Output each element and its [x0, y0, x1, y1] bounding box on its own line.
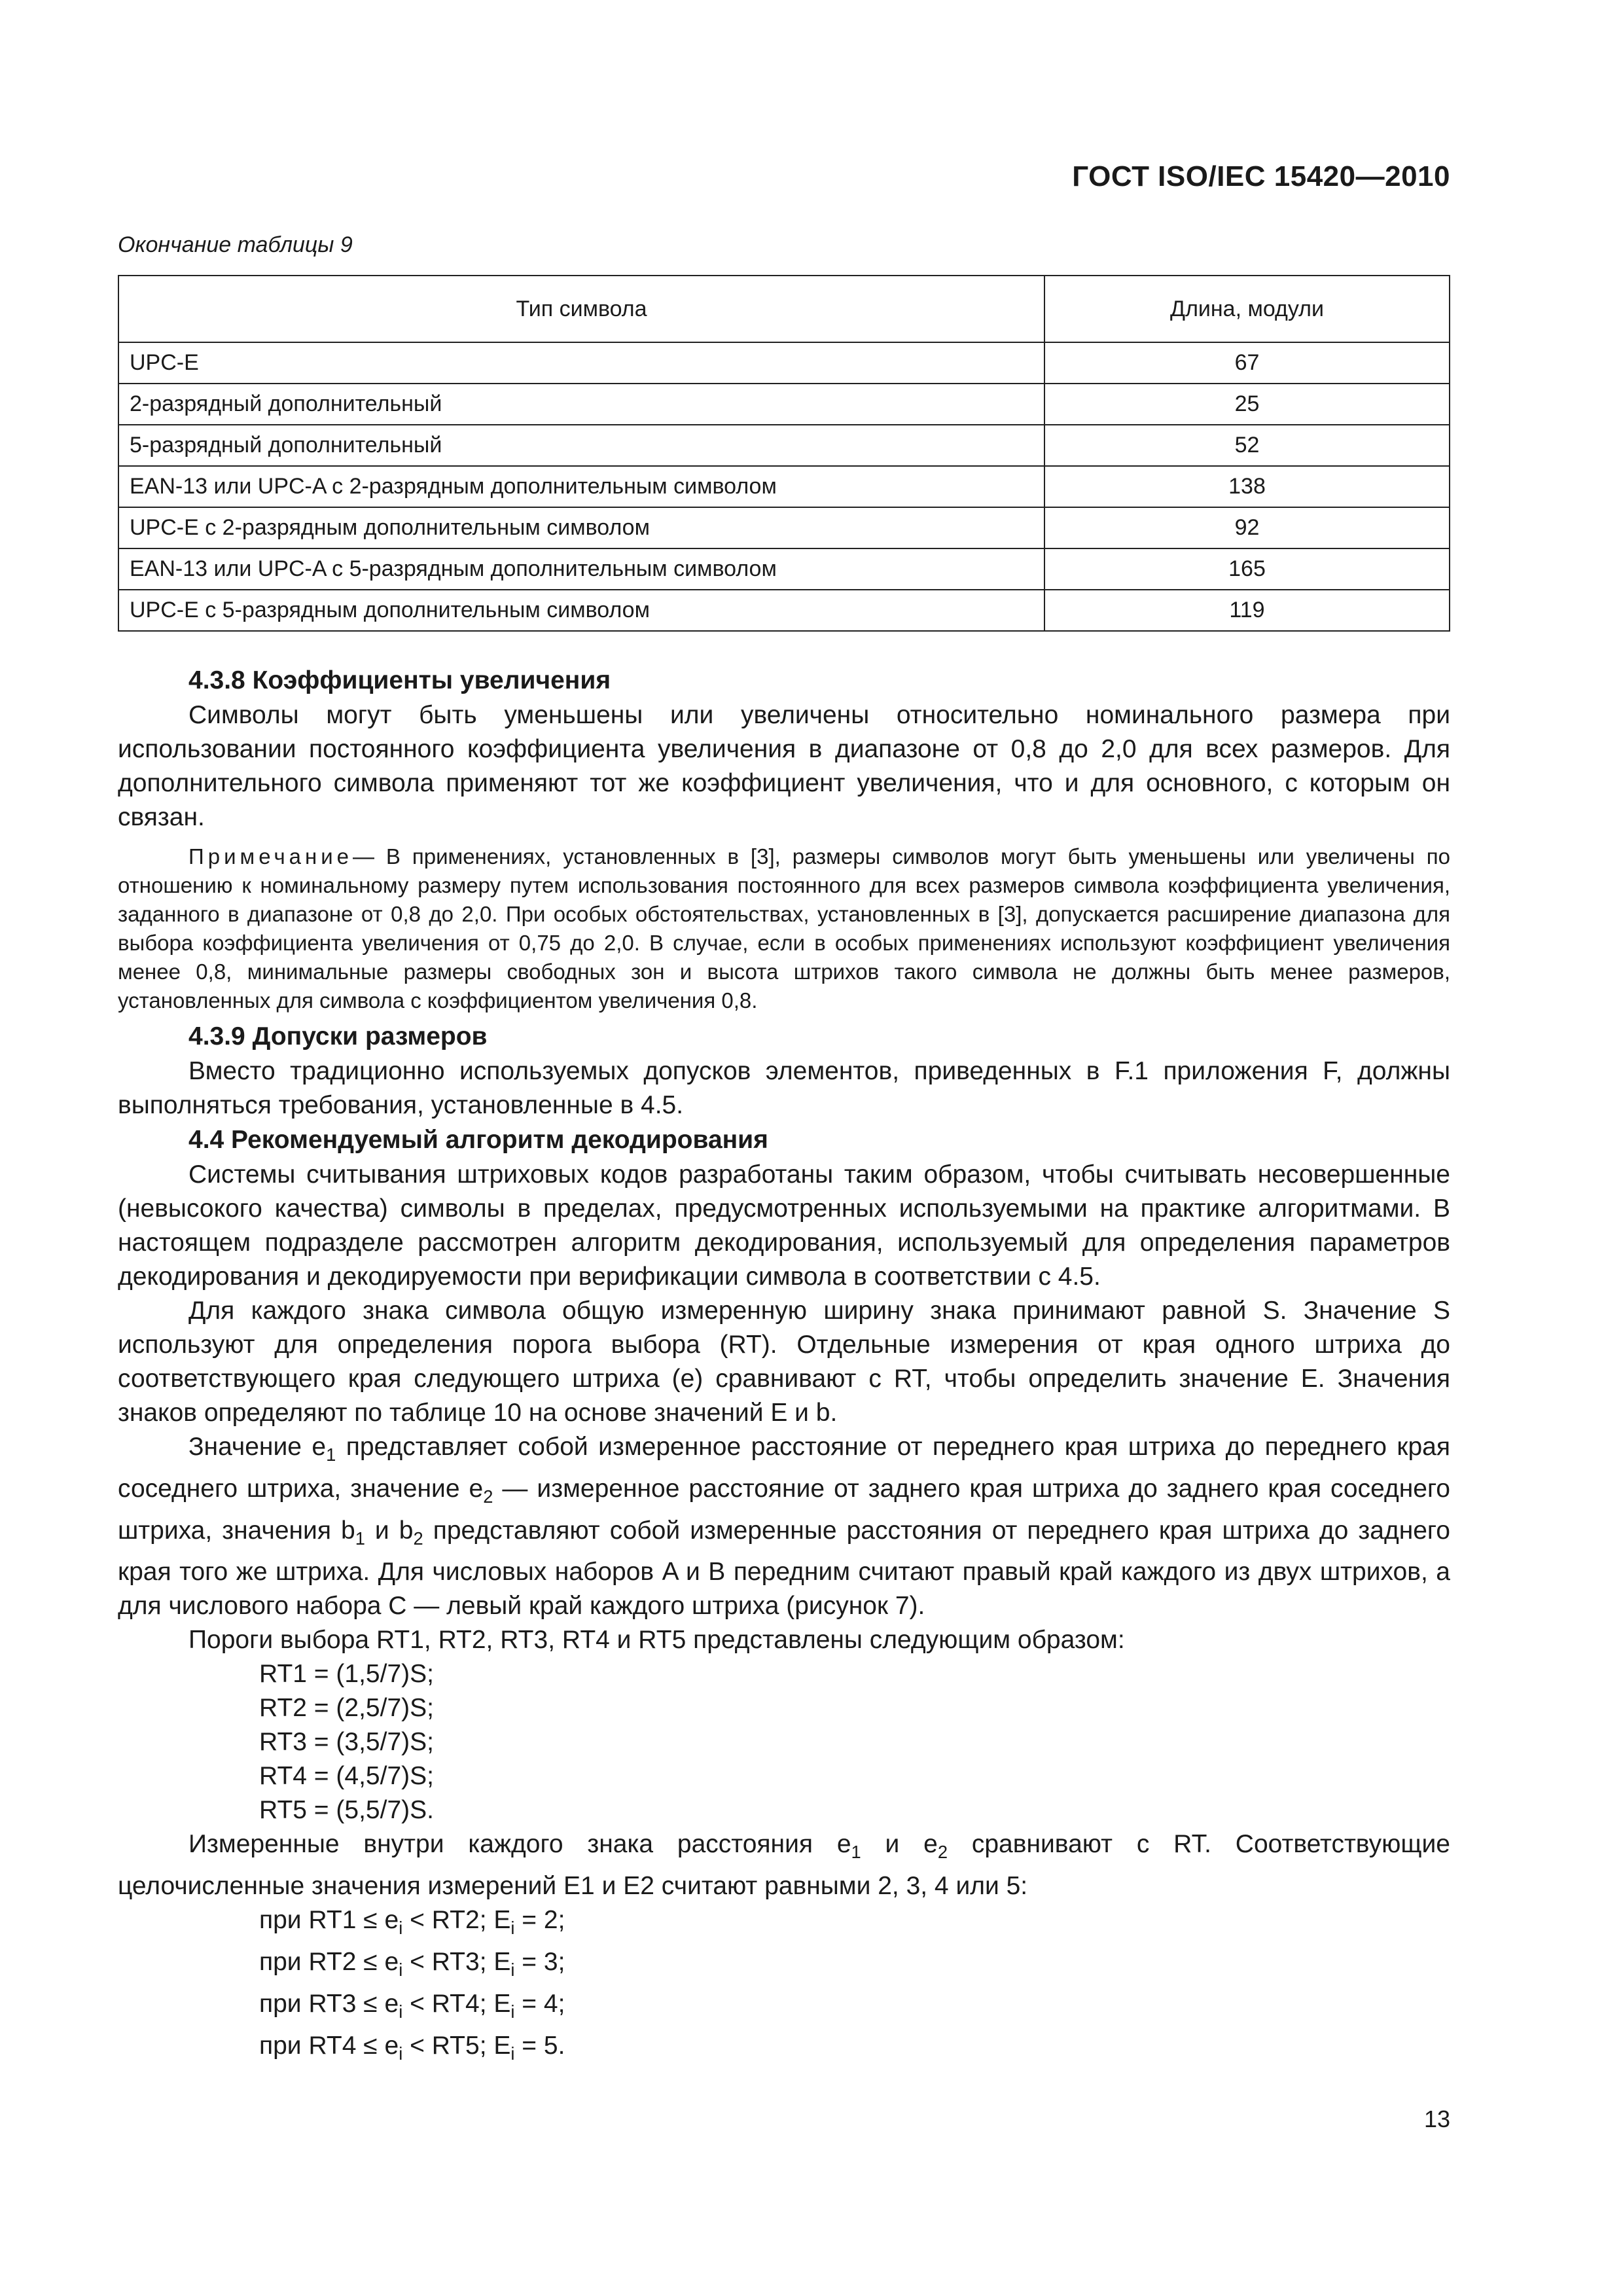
- table-row: [118, 507, 1450, 548]
- subscript: 1: [326, 1444, 336, 1465]
- text-run: 2: [543, 1906, 558, 1935]
- table-header-row: [118, 276, 1450, 342]
- condition-formulas: [118, 1903, 1450, 2070]
- table-row: [118, 466, 1450, 507]
- text-run: =: [514, 2031, 544, 2060]
- text-run: RT3: [431, 1947, 480, 1976]
- subscript: i: [510, 2043, 515, 2064]
- subscript: i: [399, 2043, 403, 2064]
- text-run: ; E: [479, 1947, 511, 1976]
- threshold-formulas: [118, 1657, 1450, 1827]
- paragraph: Вместо традиционно используемых допусков элементов, приведенных в F.1 приложения F, должны выполняться требования, установленные в 4.5.: [118, 1057, 1450, 1119]
- note-label: Примечание: [188, 844, 353, 869]
- subscript: i: [399, 1959, 403, 1980]
- text-run: ; E: [479, 2031, 511, 2060]
- cell-symbol-type: EAN-13 или UPC-A с 5-разрядным дополнительным символом: [118, 548, 1044, 590]
- text-run: RT4: [308, 2031, 357, 2060]
- cell-length: 67: [1044, 342, 1450, 384]
- cell-symbol-type: UPC-E с 5-разрядным дополнительным символом: [118, 590, 1044, 631]
- cell-symbol-type: 2-разрядный дополнительный: [118, 384, 1044, 425]
- text-run: RT4: [431, 1989, 480, 2018]
- text-run: 5: [543, 2031, 558, 2060]
- table-row: [118, 425, 1450, 466]
- subscript: i: [510, 2001, 515, 2022]
- text-run: Значение e: [188, 1433, 327, 1461]
- formula-line: RT4 = (4,5/7)S;: [259, 1762, 434, 1791]
- table-row: [118, 384, 1450, 425]
- section-heading-4-3-9: 4.3.9 Допуски размеров: [188, 1022, 488, 1050]
- cell-symbol-type: UPC-E с 2-разрядным дополнительным символом: [118, 507, 1044, 548]
- text-run: — измеренное расстояние от заднего края штриха до заднего края соседнего штриха, значения b: [118, 1474, 1450, 1545]
- text-run: <: [402, 1989, 432, 2018]
- paragraph: [118, 1430, 1450, 1623]
- subscript: 1: [851, 1842, 861, 1863]
- condition-line: [118, 1987, 1450, 2029]
- subscript: i: [510, 1959, 515, 1980]
- subscript: i: [399, 2001, 403, 2022]
- text-run: =: [514, 1989, 544, 2018]
- paragraph: Системы считывания штриховых кодов разработаны таким образом, чтобы считывать несовершенные (невысокого качества) символы в пределах, предусмотренных используемыми на практике алгоритмами. В настоящем подразделе рассмотрен алгоритм декодирования, используемый для определения параметров декодирования и декодируемости при верификации символа в соответствии с 4.5.: [118, 1160, 1450, 1291]
- cell-length: 119: [1044, 590, 1450, 631]
- table-body: [118, 342, 1450, 631]
- cell-length: 138: [1044, 466, 1450, 507]
- text-run: 3: [543, 1947, 558, 1976]
- cell-length: 165: [1044, 548, 1450, 590]
- text-run: RT1: [308, 1906, 357, 1935]
- paragraph: [118, 1827, 1450, 1903]
- formula-line: RT1 = (1,5/7)S;: [259, 1660, 434, 1689]
- table-row: [118, 548, 1450, 590]
- body-text: [118, 663, 1450, 2070]
- section-heading-4-3-8: 4.3.8 Коэффициенты увеличения: [188, 666, 611, 694]
- text-run: и e: [861, 1830, 938, 1859]
- text-run: ≤ e: [356, 2031, 399, 2060]
- text-run: <: [402, 1947, 432, 1976]
- document-header: ГОСТ ISO/IEC 15420—2010: [1072, 160, 1450, 192]
- subscript: 2: [937, 1842, 948, 1863]
- table-row: [118, 590, 1450, 631]
- formula-line: RT2 = (2,5/7)S;: [259, 1694, 434, 1723]
- text-run: RT3: [308, 1989, 357, 2018]
- note-text: — В применениях, установленных в [3], размеры символов могут быть уменьшены или увеличены по отношению к номинальному размеру путем использования постоянного для всех размеров символа коэффициента увеличения, заданного в диапазоне от 0,8 до 2,0. При особых обстоятельствах, установленных в [3], допускается расширение диапазона для выбора коэффициента увеличения от 0,75 до 2,0. В случае, если в особых применениях используют коэффициент увеличения менее 0,8, минимальные размеры свободных зон и высота штрихов такого символа не должны быть менее размеров, установленных для символа с коэффициентом увеличения 0,8.: [118, 844, 1450, 1013]
- text-run: при: [259, 2031, 309, 2060]
- text-run: RT5: [431, 2031, 480, 2060]
- text-run: при: [259, 1947, 309, 1976]
- column-header-length: Длина, модули: [1044, 276, 1450, 342]
- page-number: 13: [1423, 2106, 1450, 2132]
- formula-line: RT3 = (3,5/7)S;: [259, 1728, 434, 1757]
- text-run: ≤ e: [356, 1947, 399, 1976]
- text-run: 4: [543, 1989, 558, 2018]
- table-row: [118, 342, 1450, 384]
- note: [118, 842, 1450, 1015]
- cell-length: 52: [1044, 425, 1450, 466]
- text-run: представляет собой измеренное расстояние от переднего края штриха до переднего края соседнего штриха, значение e: [118, 1433, 1450, 1503]
- text-run: RT2: [431, 1906, 480, 1935]
- text-run: <: [402, 1906, 432, 1935]
- text-run: ;: [558, 1989, 565, 2018]
- subscript: 2: [483, 1486, 493, 1507]
- text-run: при: [259, 1906, 309, 1935]
- text-run: ≤ e: [356, 1989, 399, 2018]
- column-header-type: Тип символа: [118, 276, 1044, 342]
- cell-length: 92: [1044, 507, 1450, 548]
- subscript: 2: [413, 1528, 423, 1549]
- condition-line: [118, 1903, 1450, 1945]
- text-run: ; E: [479, 1906, 511, 1935]
- text-run: представляют собой измеренные расстояния от переднего края штриха до заднего края того же штриха. Для числовых наборов A и B передним считают правый край каждого из двух штрихов, а для числового набора C — левый край каждого штриха (рисунок 7).: [118, 1516, 1450, 1621]
- condition-line: [118, 2029, 1450, 2071]
- text-run: Измеренные внутри каждого знака расстояния e: [188, 1830, 851, 1859]
- subscript: i: [510, 1917, 515, 1938]
- cell-length: 25: [1044, 384, 1450, 425]
- paragraph: Символы могут быть уменьшены или увеличены относительно номинального размера при использовании постоянного коэффициента увеличения в диапазоне от 0,8 до 2,0 для всех размеров. Для дополнительного символа применяют тот же коэффициент увеличения, что и для основного, с которым он связан.: [118, 701, 1450, 831]
- text-run: ; E: [479, 1989, 511, 2018]
- text-run: ;: [558, 1947, 565, 1976]
- subscript: i: [399, 1917, 403, 1938]
- text-run: =: [514, 1947, 544, 1976]
- table-caption: Окончание таблицы 9: [118, 232, 353, 257]
- text-run: и b: [365, 1516, 414, 1545]
- text-run: сравнивают с RT. Соответствующие целочисленные значения измерений E1 и E2 считают равными 2, 3, 4 или 5:: [118, 1830, 1450, 1901]
- text-run: <: [402, 2031, 432, 2060]
- text-run: ≤ e: [356, 1906, 399, 1935]
- text-run: =: [514, 1906, 544, 1935]
- section-heading-4-4: 4.4 Рекомендуемый алгоритм декодирования: [188, 1126, 768, 1154]
- cell-symbol-type: 5-разрядный дополнительный: [118, 425, 1044, 466]
- paragraph: Для каждого знака символа общую измеренную ширину знака принимают равной S. Значение S используют для определения порога выбора (RT). Отдельные измерения от края одного штриха до соответствующего края следующего штриха (е) сравнивают с RT, чтобы определить значение E. Значения знаков определяют по таблице 10 на основе значений E и b.: [118, 1297, 1450, 1427]
- text-run: при: [259, 1989, 309, 2018]
- text-run: RT2: [308, 1947, 357, 1976]
- subscript: 1: [355, 1528, 365, 1549]
- table-9: [118, 275, 1450, 632]
- cell-symbol-type: UPC-E: [118, 342, 1044, 384]
- paragraph: Пороги выбора RT1, RT2, RT3, RT4 и RT5 представлены следующим образом:: [188, 1626, 1125, 1655]
- cell-symbol-type: EAN-13 или UPC-A с 2-разрядным дополнительным символом: [118, 466, 1044, 507]
- formula-line: RT5 = (5,5/7)S.: [259, 1796, 434, 1825]
- text-run: ;: [558, 1906, 565, 1935]
- condition-line: [118, 1945, 1450, 1987]
- text-run: .: [558, 2031, 565, 2060]
